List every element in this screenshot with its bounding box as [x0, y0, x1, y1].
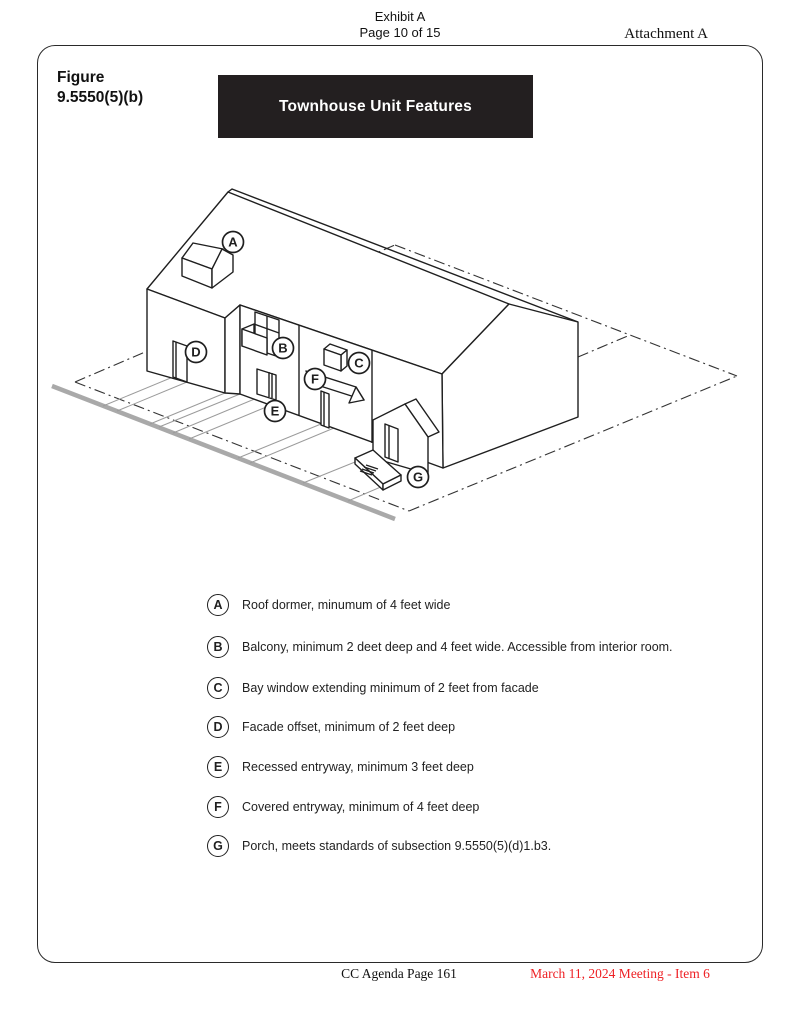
svg-text:A: A [228, 234, 238, 250]
banner-title: Townhouse Unit Features [279, 97, 472, 115]
legend-letter-badge: G [207, 835, 229, 857]
facade-offset-return [225, 305, 240, 394]
diagram-label-e [265, 401, 286, 422]
recessed-entry [257, 369, 276, 400]
exhibit-title: Exhibit A [374, 9, 426, 24]
diagram-label-d [186, 342, 207, 363]
legend-item-text: Balcony, minimum 2 deet deep and 4 feet wide. Accessible from interior room. [242, 640, 673, 654]
diagram-label-f [305, 369, 326, 390]
diagram-label-b [273, 338, 294, 359]
footer-agenda-page: CC Agenda Page 161 [341, 966, 457, 981]
unit1-door [173, 341, 187, 382]
legend-letter-badge: C [207, 677, 229, 699]
legend-item [207, 756, 474, 778]
legend-item-text: Bay window extending minimum of 2 feet from facade [242, 681, 539, 695]
legend-letter-badge: F [207, 796, 229, 818]
svg-text:B: B [278, 340, 288, 356]
legend-letter-badge: B [207, 636, 229, 658]
svg-text:E: E [270, 403, 280, 419]
legend-item [207, 677, 539, 699]
svg-text:F: F [311, 371, 319, 387]
svg-text:D: D [191, 344, 201, 360]
legend-item-text: Roof dormer, minumum of 4 feet wide [242, 598, 451, 612]
figure-label-line2: 9.5550(5)(b) [57, 89, 144, 106]
svg-text:C: C [354, 355, 364, 371]
exhibit-page-number: Page 10 of 15 [359, 25, 441, 40]
legend-letter-badge: E [207, 756, 229, 778]
legend-item [207, 835, 551, 857]
legend-item-text: Facade offset, minimum of 2 feet deep [242, 720, 456, 734]
diagram-label-c [349, 353, 370, 374]
svg-text:G: G [412, 469, 424, 485]
diagram-label-a [223, 232, 244, 253]
legend-item-text: Covered entryway, minimum of 4 feet deep [242, 800, 480, 814]
legend-letter-badge: D [207, 716, 229, 738]
figure-label-line1: Figure [57, 69, 105, 86]
attachment-label: Attachment A [624, 26, 708, 42]
legend-item-text: Recessed entryway, minimum 3 feet deep [242, 760, 474, 774]
footer-meeting-item: March 11, 2024 Meeting - Item 6 [530, 966, 710, 981]
legend-item [207, 716, 455, 738]
legend-item [207, 594, 450, 616]
building [147, 189, 578, 490]
legend-item-text: Porch, meets standards of subsection 9.5550(5)(d)1.b3. [242, 839, 552, 853]
legend-item [207, 796, 479, 818]
bay-window [324, 344, 347, 371]
legend-item [207, 636, 673, 658]
legend-letter-badge: A [207, 594, 229, 616]
diagram-label-g [408, 467, 429, 488]
